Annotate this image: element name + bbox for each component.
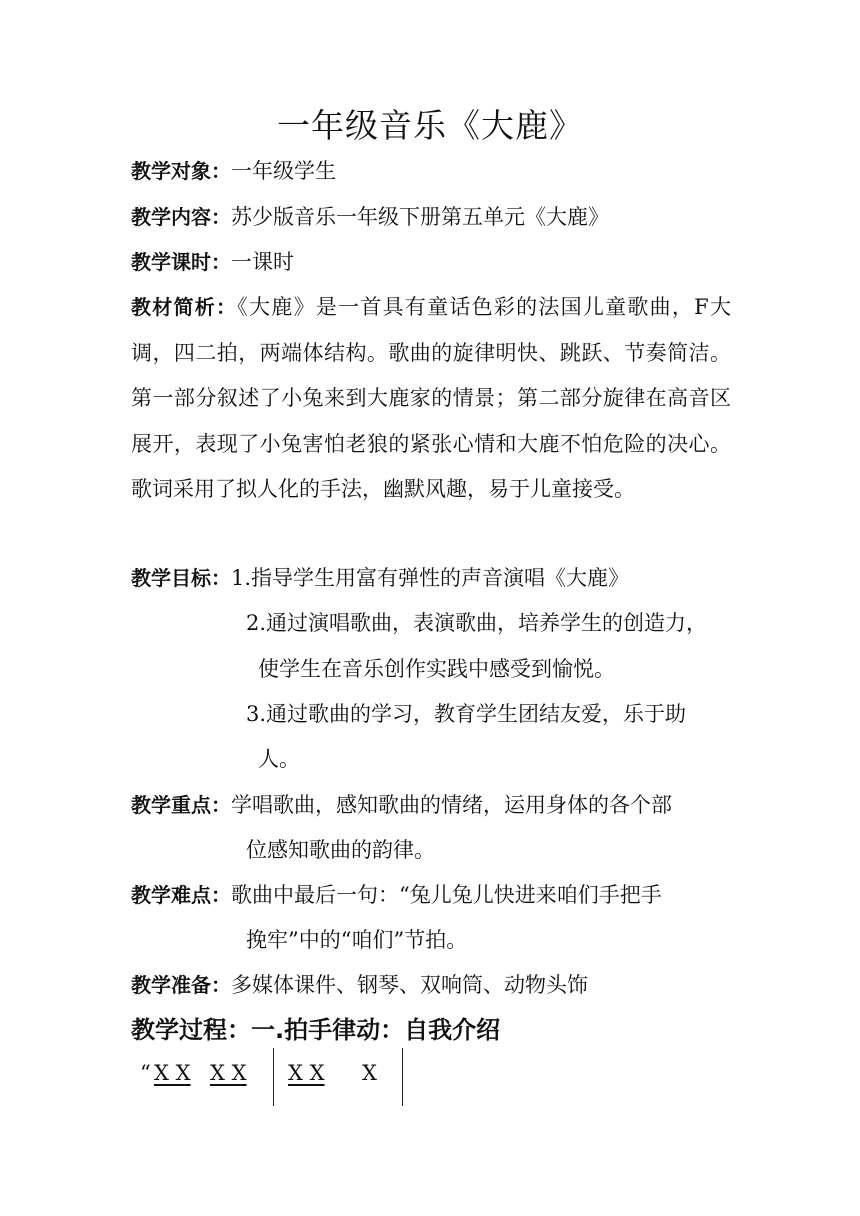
teaching-object-value: 一年级学生	[231, 159, 336, 183]
key-points-label: 教学重点：	[131, 793, 231, 817]
goals-row	[131, 563, 629, 593]
difficulties-line-2: 挽牢”中的“咱们”节拍。	[246, 928, 468, 952]
goals-label: 教学目标：	[131, 566, 231, 590]
difficulties-line-1: 歌曲中最后一句：“兔儿兔儿快进来咱们手把手	[231, 883, 662, 907]
teaching-object-label: 教学对象：	[131, 159, 231, 183]
rhythm-group-4: X	[362, 1061, 377, 1085]
key-points-line-1: 学唱歌曲，感知歌曲的情绪，运用身体的各个部	[231, 793, 672, 817]
preparation-value: 多媒体课件、钢琴、双响筒、动物头饰	[231, 973, 588, 997]
preparation-row	[131, 970, 588, 1000]
goal-item-2-line-2: 使学生在音乐创作实践中感受到愉悦。	[258, 657, 615, 681]
goal-item-3-line-2: 人。	[258, 747, 300, 771]
process-step-1: 一.拍手律动：自我介绍	[251, 1016, 501, 1044]
difficulties-row	[131, 880, 662, 910]
rhythm-group-2: X X	[210, 1061, 247, 1085]
bar-line-1	[273, 1048, 274, 1106]
teaching-content-label: 教学内容：	[131, 205, 231, 229]
rhythm-group-1: X X	[154, 1061, 191, 1085]
rhythm-group-3: X X	[288, 1061, 325, 1085]
key-points-line-2: 位感知歌曲的韵律。	[246, 838, 435, 862]
process-label: 教学过程：	[131, 1016, 251, 1044]
analysis-paragraph	[131, 285, 731, 513]
goal-item-3-line-1: 3.通过歌曲的学习，教育学生团结友爱，乐于助	[246, 702, 687, 726]
goal-item-2-line-1: 2.通过演唱歌曲，表演歌曲，培养学生的创造力，	[246, 611, 708, 635]
teaching-object-row	[131, 156, 336, 186]
bar-line-2	[402, 1048, 403, 1106]
difficulties-label: 教学难点：	[131, 883, 231, 907]
document-title: 一年级音乐《大鹿》	[277, 106, 583, 145]
teaching-hours-label: 教学课时：	[131, 250, 231, 274]
key-points-row	[131, 790, 672, 820]
teaching-content-value: 苏少版音乐一年级下册第五单元《大鹿》	[231, 205, 609, 229]
goal-item-1: 1.指导学生用富有弹性的声音演唱《大鹿》	[231, 566, 630, 590]
rhythm-open-quote: “	[140, 1061, 151, 1085]
teaching-hours-value: 一课时	[231, 250, 294, 274]
teaching-hours-row	[131, 247, 294, 277]
preparation-label: 教学准备：	[131, 973, 231, 997]
process-row	[131, 1015, 500, 1046]
teaching-content-row	[131, 202, 609, 232]
analysis-label: 教材简析：	[131, 295, 238, 319]
analysis-text: 《大鹿》是一首具有童话色彩的法国儿童歌曲，F大调，四二拍，两端体结构。歌曲的旋律明快、跳跃、节奏简洁。第一部分叙述了小兔来到大鹿家的情景；第二部分旋律在高音区展开，表现了小兔害怕老狼的紧张心情和大鹿不怕危险的决心。歌词采用了拟人化的手法，幽默风趣，易于儿童接受。	[131, 295, 732, 502]
